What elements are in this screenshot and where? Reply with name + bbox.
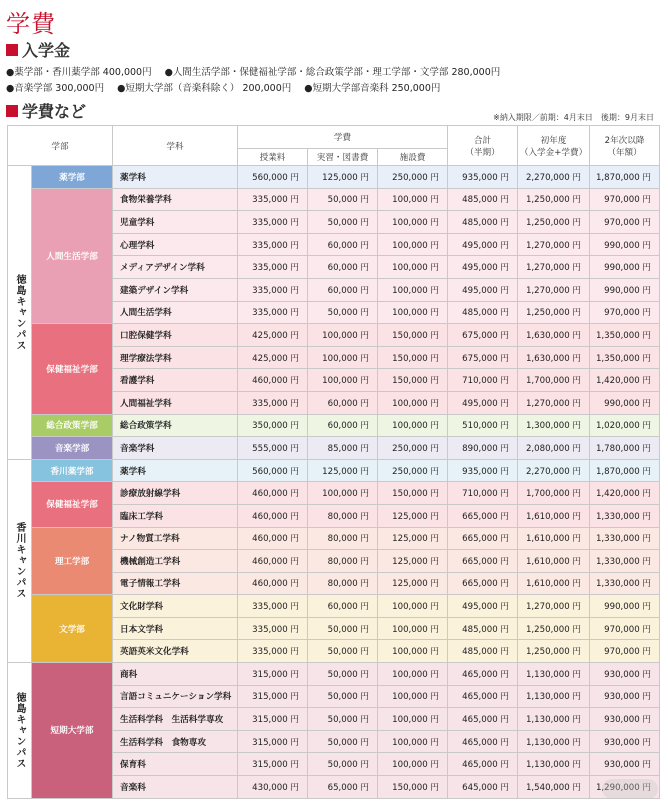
department-cell: 英語英米文化学科 (113, 640, 238, 663)
header-first-year (518, 126, 590, 166)
first-year-cell: 1,250,000 円 (518, 211, 590, 234)
table-row (8, 414, 660, 437)
tuition-cell: 315,000 円 (238, 753, 308, 776)
tuition-cell: 460,000 円 (238, 527, 308, 550)
second-year-cell: 970,000 円 (590, 617, 660, 640)
tuition-cell: 335,000 円 (238, 640, 308, 663)
facility-cell: 100,000 円 (378, 640, 448, 663)
header-faculty: 学部 (8, 126, 113, 166)
admission-fee-item: ●薬学部・香川薬学部 400,000円 (6, 67, 152, 78)
facility-cell: 100,000 円 (378, 708, 448, 731)
facility-cell: 125,000 円 (378, 550, 448, 573)
tuition-cell: 335,000 円 (238, 233, 308, 256)
second-year-cell: 1,420,000 円 (590, 369, 660, 392)
department-cell: 音楽科 (113, 776, 238, 799)
department-cell: 機械創造工学科 (113, 550, 238, 573)
header-first-year-sub: （入学金+学費） (519, 147, 588, 158)
first-year-cell: 1,250,000 円 (518, 301, 590, 324)
total-cell: 890,000 円 (448, 437, 518, 460)
tuition-cell: 460,000 円 (238, 572, 308, 595)
first-year-cell: 1,270,000 円 (518, 233, 590, 256)
faculty-label: 文学部 (32, 595, 113, 663)
facility-cell: 100,000 円 (378, 188, 448, 211)
lab-library-cell: 125,000 円 (308, 166, 378, 189)
header-second-year-sub: （年額） (607, 147, 642, 158)
lab-library-cell: 50,000 円 (308, 188, 378, 211)
lab-library-cell: 85,000 円 (308, 437, 378, 460)
second-year-cell: 970,000 円 (590, 188, 660, 211)
facility-cell: 150,000 円 (378, 324, 448, 347)
second-year-cell: 1,870,000 円 (590, 459, 660, 482)
square-bullet-icon (6, 44, 18, 56)
first-year-cell: 1,610,000 円 (518, 550, 590, 573)
faculty-label: 音楽学部 (32, 437, 113, 460)
total-cell: 495,000 円 (448, 391, 518, 414)
department-cell: 生活科学科 食物専攻 (113, 730, 238, 753)
header-tuition-group: 学費 (238, 126, 448, 149)
total-cell: 465,000 円 (448, 753, 518, 776)
second-year-cell: 930,000 円 (590, 753, 660, 776)
first-year-cell: 1,130,000 円 (518, 685, 590, 708)
lab-library-cell: 50,000 円 (308, 663, 378, 686)
tuition-cell: 430,000 円 (238, 776, 308, 799)
header-second-year (590, 126, 660, 166)
fees-heading-text: 学費など (22, 102, 87, 121)
lab-library-cell: 50,000 円 (308, 685, 378, 708)
lab-library-cell: 60,000 円 (308, 595, 378, 618)
department-cell: 臨床工学科 (113, 504, 238, 527)
first-year-cell: 1,130,000 円 (518, 708, 590, 731)
second-year-cell: 990,000 円 (590, 595, 660, 618)
facility-cell: 100,000 円 (378, 256, 448, 279)
department-cell: 心理学科 (113, 233, 238, 256)
second-year-cell: 990,000 円 (590, 278, 660, 301)
second-year-cell: 1,330,000 円 (590, 527, 660, 550)
header-facility: 施設費 (378, 149, 448, 166)
faculty-label: 理工学部 (32, 527, 113, 595)
tuition-cell: 335,000 円 (238, 256, 308, 279)
total-cell: 665,000 円 (448, 527, 518, 550)
total-cell: 665,000 円 (448, 550, 518, 573)
second-year-cell: 1,350,000 円 (590, 346, 660, 369)
second-year-cell: 970,000 円 (590, 301, 660, 324)
department-cell: メディアデザイン学科 (113, 256, 238, 279)
admission-heading (6, 38, 70, 61)
department-cell: 総合政策学科 (113, 414, 238, 437)
total-cell: 675,000 円 (448, 346, 518, 369)
lab-library-cell: 65,000 円 (308, 776, 378, 799)
total-cell: 495,000 円 (448, 595, 518, 618)
second-year-cell: 1,330,000 円 (590, 550, 660, 573)
facility-cell: 100,000 円 (378, 730, 448, 753)
total-cell: 710,000 円 (448, 482, 518, 505)
tuition-cell: 560,000 円 (238, 166, 308, 189)
faculty-label: 人間生活学部 (32, 188, 113, 324)
campus-label: 徳島キャンパス (8, 663, 32, 799)
first-year-cell: 1,630,000 円 (518, 346, 590, 369)
tuition-cell: 350,000 円 (238, 414, 308, 437)
tuition-cell: 460,000 円 (238, 482, 308, 505)
total-cell: 485,000 円 (448, 211, 518, 234)
campus-label: 香川キャンパス (8, 459, 32, 662)
second-year-cell: 930,000 円 (590, 730, 660, 753)
second-year-cell: 1,350,000 円 (590, 324, 660, 347)
first-year-cell: 2,080,000 円 (518, 437, 590, 460)
total-cell: 510,000 円 (448, 414, 518, 437)
header-tuition: 授業料 (238, 149, 308, 166)
department-cell: 建築デザイン学科 (113, 278, 238, 301)
total-cell: 485,000 円 (448, 188, 518, 211)
lab-library-cell: 50,000 円 (308, 708, 378, 731)
lab-library-cell: 50,000 円 (308, 640, 378, 663)
lab-library-cell: 50,000 円 (308, 730, 378, 753)
lab-library-cell: 80,000 円 (308, 572, 378, 595)
table-row (8, 527, 660, 550)
page-title: 学費 (6, 10, 56, 38)
header-total-sub: （半期） (465, 147, 500, 158)
second-year-cell: 990,000 円 (590, 256, 660, 279)
department-cell: 理学療法学科 (113, 346, 238, 369)
tuition-cell: 460,000 円 (238, 504, 308, 527)
header-second-year-label: 2年次以降 (604, 135, 645, 146)
first-year-cell: 1,700,000 円 (518, 482, 590, 505)
lab-library-cell: 100,000 円 (308, 482, 378, 505)
facility-cell: 100,000 円 (378, 663, 448, 686)
second-year-cell: 1,420,000 円 (590, 482, 660, 505)
second-year-cell: 1,290,000 円 (590, 776, 660, 799)
lab-library-cell: 125,000 円 (308, 459, 378, 482)
admission-fee-item: ●音楽学部 300,000円 (6, 83, 105, 94)
header-first-year-label: 初年度 (540, 135, 567, 146)
department-cell: 人間生活学科 (113, 301, 238, 324)
facility-cell: 150,000 円 (378, 776, 448, 799)
lab-library-cell: 50,000 円 (308, 211, 378, 234)
tuition-table (7, 125, 660, 799)
total-cell: 645,000 円 (448, 776, 518, 799)
total-cell: 485,000 円 (448, 301, 518, 324)
total-cell: 465,000 円 (448, 708, 518, 731)
department-cell: 文化財学科 (113, 595, 238, 618)
facility-cell: 100,000 円 (378, 301, 448, 324)
total-cell: 495,000 円 (448, 233, 518, 256)
total-cell: 675,000 円 (448, 324, 518, 347)
second-year-cell: 1,330,000 円 (590, 572, 660, 595)
facility-cell: 250,000 円 (378, 166, 448, 189)
second-year-cell: 1,780,000 円 (590, 437, 660, 460)
header-total (448, 126, 518, 166)
first-year-cell: 1,130,000 円 (518, 730, 590, 753)
total-cell: 665,000 円 (448, 572, 518, 595)
lab-library-cell: 60,000 円 (308, 391, 378, 414)
tuition-cell: 425,000 円 (238, 346, 308, 369)
department-cell: 生活科学科 生活科学専攻 (113, 708, 238, 731)
facility-cell: 125,000 円 (378, 527, 448, 550)
admission-fee-line-1 (6, 64, 510, 78)
admission-fee-item: ●短期大学部音楽科 250,000円 (304, 83, 441, 94)
lab-library-cell: 80,000 円 (308, 504, 378, 527)
total-cell: 710,000 円 (448, 369, 518, 392)
first-year-cell: 1,610,000 円 (518, 572, 590, 595)
table-row (8, 482, 660, 505)
lab-library-cell: 60,000 円 (308, 414, 378, 437)
faculty-label: 短期大学部 (32, 663, 113, 799)
second-year-cell: 1,020,000 円 (590, 414, 660, 437)
first-year-cell: 1,270,000 円 (518, 391, 590, 414)
total-cell: 935,000 円 (448, 459, 518, 482)
facility-cell: 250,000 円 (378, 437, 448, 460)
lab-library-cell: 60,000 円 (308, 256, 378, 279)
watermark-logo (602, 779, 658, 799)
tuition-cell: 335,000 円 (238, 391, 308, 414)
faculty-label: 総合政策学部 (32, 414, 113, 437)
tuition-cell: 335,000 円 (238, 617, 308, 640)
header-total-label: 合計 (473, 135, 492, 146)
total-cell: 485,000 円 (448, 640, 518, 663)
header-department: 学科 (113, 126, 238, 166)
tuition-cell: 560,000 円 (238, 459, 308, 482)
table-row (8, 459, 660, 482)
second-year-cell: 990,000 円 (590, 233, 660, 256)
admission-fee-item: ●人間生活学部・保健福祉学部・総合政策学部・理工学部・文学部 280,000円 (164, 67, 501, 78)
first-year-cell: 2,270,000 円 (518, 459, 590, 482)
department-cell: 看護学科 (113, 369, 238, 392)
total-cell: 935,000 円 (448, 166, 518, 189)
lab-library-cell: 80,000 円 (308, 527, 378, 550)
second-year-cell: 930,000 円 (590, 685, 660, 708)
table-row (8, 324, 660, 347)
tuition-cell: 315,000 円 (238, 730, 308, 753)
facility-cell: 100,000 円 (378, 211, 448, 234)
department-cell: 食物栄養学科 (113, 188, 238, 211)
tuition-cell: 335,000 円 (238, 188, 308, 211)
first-year-cell: 1,130,000 円 (518, 753, 590, 776)
total-cell: 495,000 円 (448, 278, 518, 301)
facility-cell: 150,000 円 (378, 346, 448, 369)
department-cell: 児童学科 (113, 211, 238, 234)
tuition-cell: 460,000 円 (238, 369, 308, 392)
department-cell: 診療放射線学科 (113, 482, 238, 505)
tuition-cell: 335,000 円 (238, 301, 308, 324)
facility-cell: 100,000 円 (378, 414, 448, 437)
faculty-label: 香川薬学部 (32, 459, 113, 482)
first-year-cell: 2,270,000 円 (518, 166, 590, 189)
department-cell: 言語コミュニケーション学科 (113, 685, 238, 708)
department-cell: 電子情報工学科 (113, 572, 238, 595)
total-cell: 465,000 円 (448, 685, 518, 708)
tuition-cell: 335,000 円 (238, 211, 308, 234)
facility-cell: 100,000 円 (378, 391, 448, 414)
facility-cell: 150,000 円 (378, 369, 448, 392)
lab-library-cell: 100,000 円 (308, 324, 378, 347)
lab-library-cell: 50,000 円 (308, 617, 378, 640)
lab-library-cell: 80,000 円 (308, 550, 378, 573)
table-row (8, 166, 660, 189)
facility-cell: 125,000 円 (378, 504, 448, 527)
first-year-cell: 1,270,000 円 (518, 256, 590, 279)
square-bullet-icon (6, 105, 18, 117)
first-year-cell: 1,130,000 円 (518, 663, 590, 686)
total-cell: 495,000 円 (448, 256, 518, 279)
table-row (8, 595, 660, 618)
second-year-cell: 990,000 円 (590, 391, 660, 414)
lab-library-cell: 60,000 円 (308, 233, 378, 256)
total-cell: 665,000 円 (448, 504, 518, 527)
lab-library-cell: 50,000 円 (308, 301, 378, 324)
fees-heading (6, 99, 86, 122)
admission-fee-line-2 (6, 80, 450, 94)
faculty-label: 保健福祉学部 (32, 324, 113, 414)
admission-heading-text: 入学金 (22, 41, 71, 60)
tuition-cell: 335,000 円 (238, 278, 308, 301)
tuition-cell: 555,000 円 (238, 437, 308, 460)
department-cell: ナノ物質工学科 (113, 527, 238, 550)
lab-library-cell: 60,000 円 (308, 278, 378, 301)
second-year-cell: 930,000 円 (590, 663, 660, 686)
first-year-cell: 1,700,000 円 (518, 369, 590, 392)
facility-cell: 100,000 円 (378, 233, 448, 256)
department-cell: 保育科 (113, 753, 238, 776)
tuition-cell: 425,000 円 (238, 324, 308, 347)
department-cell: 薬学科 (113, 459, 238, 482)
second-year-cell: 1,330,000 円 (590, 504, 660, 527)
first-year-cell: 1,610,000 円 (518, 527, 590, 550)
first-year-cell: 1,630,000 円 (518, 324, 590, 347)
department-cell: 音楽学科 (113, 437, 238, 460)
first-year-cell: 1,540,000 円 (518, 776, 590, 799)
header-lab-library: 実習・図書費 (308, 149, 378, 166)
tuition-cell: 315,000 円 (238, 663, 308, 686)
facility-cell: 125,000 円 (378, 572, 448, 595)
department-cell: 口腔保健学科 (113, 324, 238, 347)
lab-library-cell: 100,000 円 (308, 369, 378, 392)
faculty-label: 薬学部 (32, 166, 113, 189)
facility-cell: 100,000 円 (378, 595, 448, 618)
lab-library-cell: 50,000 円 (308, 753, 378, 776)
faculty-label: 保健福祉学部 (32, 482, 113, 527)
tuition-cell: 335,000 円 (238, 595, 308, 618)
department-cell: 商科 (113, 663, 238, 686)
first-year-cell: 1,300,000 円 (518, 414, 590, 437)
first-year-cell: 1,250,000 円 (518, 640, 590, 663)
facility-cell: 100,000 円 (378, 617, 448, 640)
department-cell: 薬学科 (113, 166, 238, 189)
total-cell: 465,000 円 (448, 663, 518, 686)
tuition-cell: 315,000 円 (238, 685, 308, 708)
facility-cell: 100,000 円 (378, 278, 448, 301)
facility-cell: 250,000 円 (378, 459, 448, 482)
total-cell: 465,000 円 (448, 730, 518, 753)
department-cell: 人間福祉学科 (113, 391, 238, 414)
second-year-cell: 970,000 円 (590, 640, 660, 663)
facility-cell: 100,000 円 (378, 685, 448, 708)
table-row (8, 663, 660, 686)
second-year-cell: 930,000 円 (590, 708, 660, 731)
lab-library-cell: 100,000 円 (308, 346, 378, 369)
admission-fee-item: ●短期大学部（音楽科除く） 200,000円 (117, 83, 292, 94)
campus-label: 徳島キャンパス (8, 166, 32, 460)
total-cell: 485,000 円 (448, 617, 518, 640)
tuition-cell: 315,000 円 (238, 708, 308, 731)
table-row (8, 188, 660, 211)
facility-cell: 150,000 円 (378, 482, 448, 505)
first-year-cell: 1,250,000 円 (518, 188, 590, 211)
department-cell: 日本文学科 (113, 617, 238, 640)
second-year-cell: 1,870,000 円 (590, 166, 660, 189)
first-year-cell: 1,610,000 円 (518, 504, 590, 527)
second-year-cell: 970,000 円 (590, 211, 660, 234)
table-row (8, 437, 660, 460)
first-year-cell: 1,270,000 円 (518, 595, 590, 618)
tuition-cell: 460,000 円 (238, 550, 308, 573)
facility-cell: 100,000 円 (378, 753, 448, 776)
payment-deadline-note: ※納入期限／前期：4月末日 後期：9月末日 (493, 113, 654, 122)
first-year-cell: 1,270,000 円 (518, 278, 590, 301)
first-year-cell: 1,250,000 円 (518, 617, 590, 640)
